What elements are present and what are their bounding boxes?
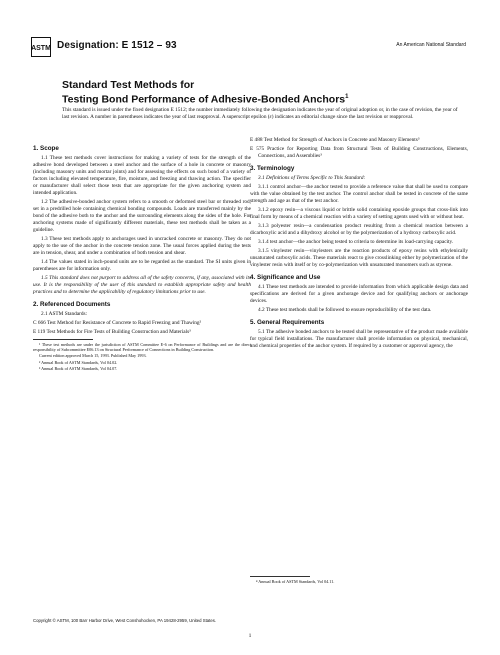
left-column	[33, 145, 251, 372]
footnotes-right	[250, 573, 468, 585]
footnote-1: ¹ These test methods are under the jurisdiction of ASTM Committee E-6 on Performance of Buildings and are the direct responsibility of Subcommittee E06.13 on Structural Performance of Connections in Building Construction.	[33, 342, 251, 353]
paragraph-5-1: 5.1 The adhesive bonded anchors to be tested shall be representative of the product made available for typical field installations. The manufacturer shall provide information on physical, mechanical, and chemical properties of the anchor system. If required by a customer or approval agency, the	[250, 329, 468, 349]
publisher-label: An American National Standard	[396, 42, 466, 48]
footnote-4: ⁴ Annual Book of ASTM Standards, Vol 04.11.	[256, 579, 335, 584]
paragraph-3-1: 3.1 Definitions of Terms Specific to This Standard:	[258, 175, 366, 181]
definition-test-anchor: 3.1.4 test anchor—the anchor being tested to criteria to determine its load-carrying capacity.	[258, 239, 454, 245]
section-heading-terminology: 3. Terminology	[250, 165, 295, 172]
paragraph-2-1: 2.1 ASTM Standards:	[41, 311, 88, 317]
section-heading-referenced-documents: 2. Referenced Documents	[33, 301, 111, 308]
title-line-1: Standard Test Methods for	[62, 79, 195, 91]
section-heading-scope: 1. Scope	[33, 145, 59, 152]
reference-e575: E 575 Practice for Reporting Data from Structural Tests of Building Constructions, Elements, Connections, and Assemblies³	[250, 146, 468, 159]
paragraph-1-5: 1.5 This standard does not purport to address all of the safety concerns, if any, associated with its use. It is the responsibility of the user of this standard to establish appropriate safety and health practices and to determine the applicability of regulatory limitations prior to use.	[33, 275, 251, 295]
paragraph-1-2: 1.2 The adhesive-bonded anchor system refers to a smooth or deformed steel bar or threaded rod, set in a predrilled hole containing chemical bonding compounds. Loads are transferred mainly by the bond of the adhesive both to the anchor and the surrounding elements along the sides of the hole. For anchoring systems made of significantly different materials, these test methods shall be taken as a guideline.	[33, 199, 251, 233]
right-column	[250, 137, 468, 352]
paragraph-1-1: 1.1 These test methods cover instructions for making a variety of tests for the strength of the adhesive bond developed between a steel anchor and the surface of a hole in concrete or masonry (including masonry units and mortar joints) and for assessing the effects on such bond of a variety of factors including elevated temperature, fire, moisture, and freezing and thawing action. The specifier or manufacturer shall select those tests that are appropriate for the given anchoring system and intended application.	[33, 155, 251, 196]
paragraph-1-4: 1.4 The values stated in inch-pound units are to be regarded as the standard. The SI units given in parentheses are for information only.	[33, 259, 251, 272]
issuance-notice: This standard is issued under the fixed designation E 1512; the number immediately following the designation indicates the year of original adoption or, in the case of revision, the year of last revision. A number in parentheses indicates the year of last reapproval. A superscript epsilon (ε) indicates an editorial change since the last revision or reapproval.	[62, 107, 458, 120]
definition-vinylester-resin: 3.1.5 vinylester resin—vinylesters are the reaction products of epoxy resins with ethylenically unsaturated carboxylic acids. These materials react to give crosslinking either by polymerization of the vinylester resin with itself or by co-polymerization with unsaturated monomers such as styrene.	[250, 248, 468, 268]
paragraph-4-2: 4.2 These test methods shall be followed to ensure reproducibility of the test data.	[258, 307, 432, 313]
page-number: 1	[248, 633, 252, 639]
svg-text:ASTM: ASTM	[31, 45, 51, 52]
reference-c666: C 666 Test Method for Resistance of Concrete to Rapid Freezing and Thawing²	[33, 320, 202, 326]
copyright-notice: Copyright © ASTM, 100 Barr Harbor Drive, West Conshohocken, PA 19428-2959, United States.	[33, 618, 217, 623]
designation: Designation: E 1512 – 93	[57, 40, 177, 51]
section-heading-significance: 4. Significance and Use	[250, 274, 321, 281]
section-heading-general-requirements: 5. General Requirements	[250, 319, 325, 326]
reference-e119: E 119 Test Methods for Fire Tests of Building Construction and Materials³	[33, 329, 191, 335]
definition-control-anchor: 3.1.1 control anchor—the anchor tested to provide a reference value that shall be used to compare with the value obtained by the test anchor. The control anchor shall be tested in concrete of the same strength and age as that of the test anchor.	[250, 184, 468, 204]
footnote-3: ³ Annual Book of ASTM Standards, Vol 04.07.	[39, 365, 118, 371]
footnotes-left	[33, 342, 251, 371]
paragraph-1-3: 1.3 These test methods apply to anchorages used in uncracked concrete or masonry. They do not apply to the use of the anchor in the concrete tension zone. The usual forces applied during the tests are in tension, shear, and under a combination of both tension and shear.	[33, 236, 251, 256]
definition-epoxy-resin: 3.1.2 epoxy resin—a viscous liquid or brittle solid containing epoxide groups that cross-link into final form by means of a chemical reaction with a variety of setting agents used with or without heat.	[250, 207, 468, 220]
astm-logo	[31, 37, 51, 57]
paragraph-4-1: 4.1 These test methods are intended to provide information from which applicable design data and specifications are derived for a given anchorage device and for qualifying anchors or anchorage devices.	[250, 284, 468, 304]
reference-e488: E 488 Test Method for Strength of Anchors in Concrete and Masonry Elements³	[250, 137, 420, 143]
footnote-rule-right	[250, 576, 310, 577]
footnote-rule	[33, 339, 93, 340]
document-title	[62, 79, 462, 106]
title-line-2: Testing Bond Performance of Adhesive-Bonded Anchors$^1$	[62, 93, 349, 106]
footnote-1-approval: Current edition approved March 15, 1993. Published May 1993.	[39, 353, 147, 359]
definition-polyester-resin: 3.1.3 polyester resin—a condensation product resulting from a chemical reaction between a dicarboxylic acid and a dihydroxy alcohol or by the polymerization of a hydroxy carboxylic acid.	[250, 223, 468, 236]
footnote-2: ² Annual Book of ASTM Standards, Vol 04.02.	[39, 359, 118, 365]
